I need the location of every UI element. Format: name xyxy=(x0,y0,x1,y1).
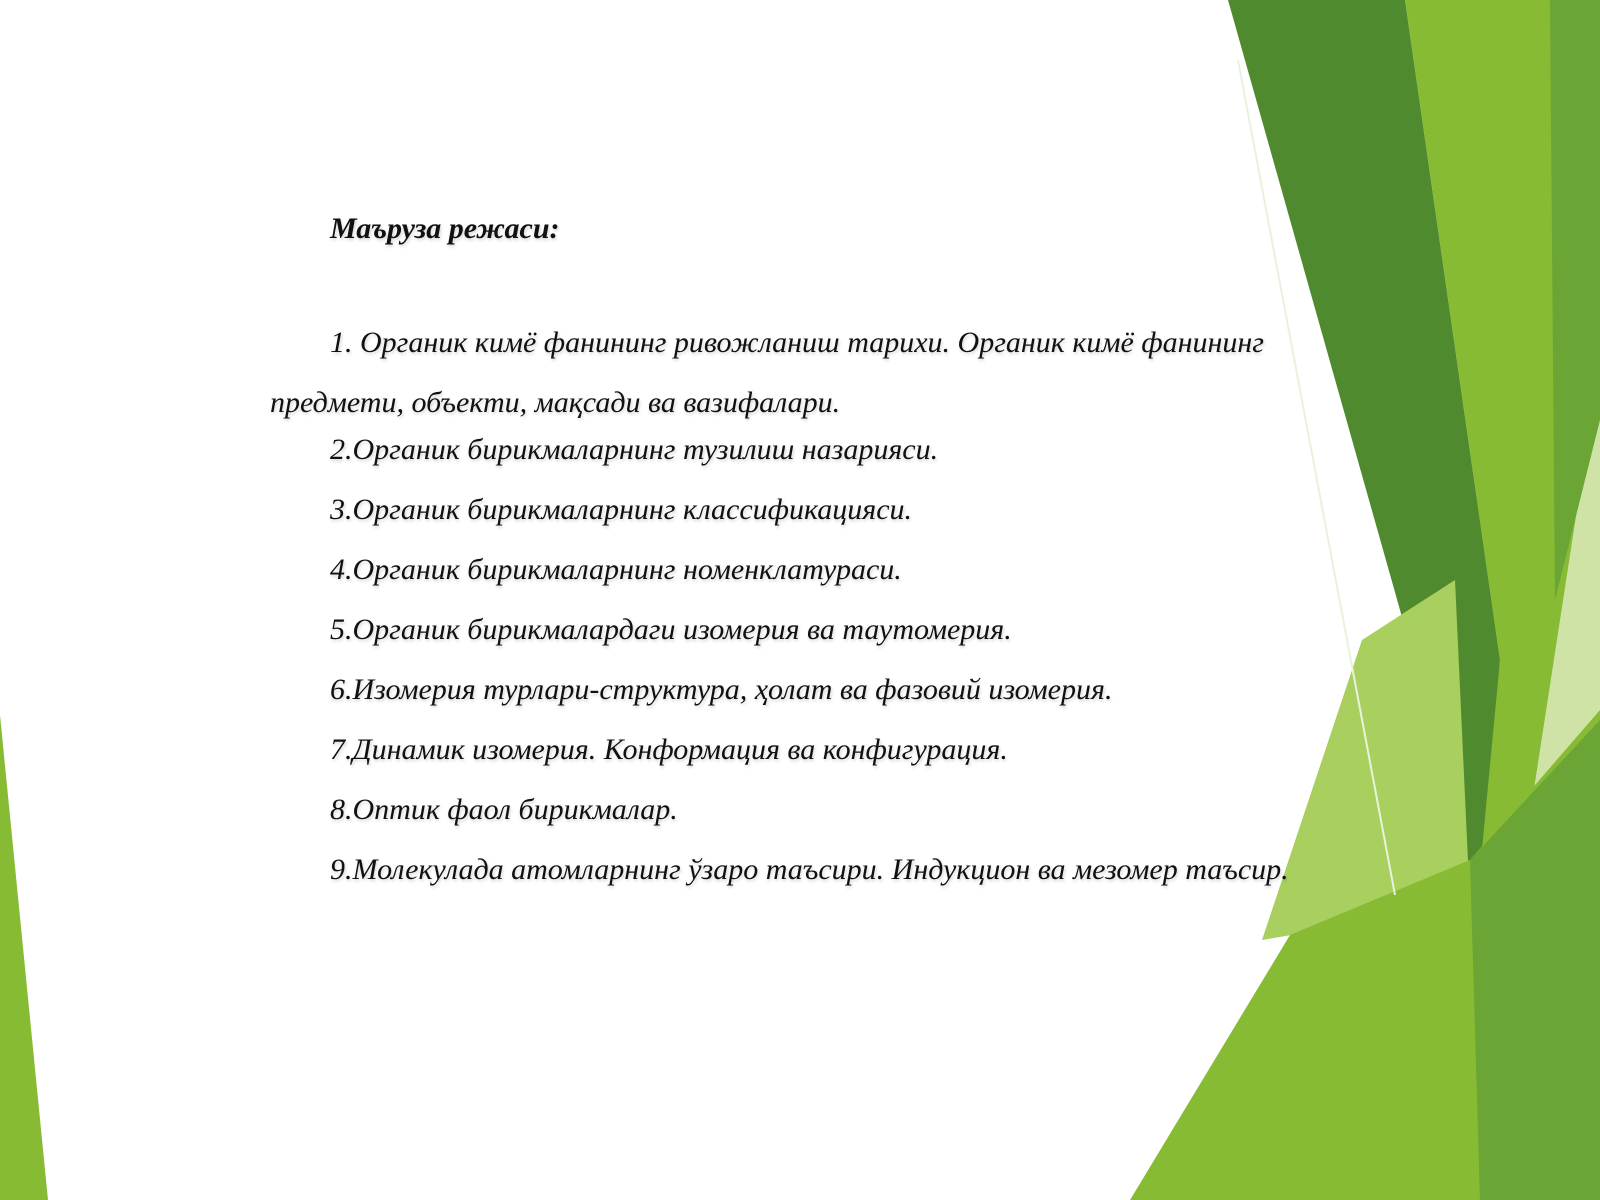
list-item-8: 8.Оптик фаол бирикмалар. xyxy=(330,793,678,826)
list-item-1: 1. Органик кимё фанининг ривожланиш тарихи. Органик кимё фанининг предмети, объекти, мақсади ва вазифалари. xyxy=(270,326,1264,419)
list-item-9: 9.Молекулада атомларнинг ўзаро таъсири. Индукцион ва мезомер таъсир. xyxy=(330,853,1289,886)
list-item-4: 4.Органик бирикмаларнинг номенклатураси. xyxy=(330,553,902,586)
slide-heading: Маъруза режаси: xyxy=(330,212,560,245)
list-item-6: 6.Изомерия турлари-структура, ҳолат ва фазовий изомерия. xyxy=(330,673,1113,706)
list-item-7: 7.Динамик изомерия. Конформация ва конфигурация. xyxy=(330,733,1008,766)
list-item-2: 2.Органик бирикмаларнинг тузилиш назарияси. xyxy=(330,433,939,466)
list-item-5: 5.Органик бирикмалардаги изомерия ва таутомерия. xyxy=(330,613,1012,646)
list-item-3: 3.Органик бирикмаларнинг классификацияси. xyxy=(330,493,913,526)
